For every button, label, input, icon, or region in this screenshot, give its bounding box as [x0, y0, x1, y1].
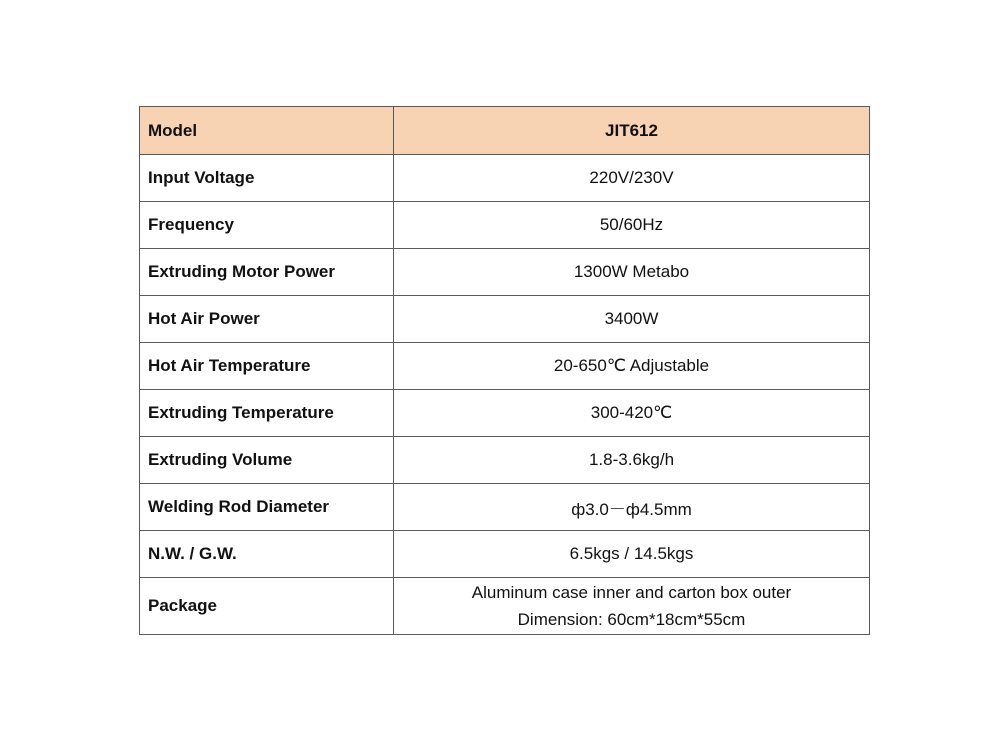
package-value-line-1: Aluminum case inner and carton box outer — [471, 583, 792, 602]
row-label: Frequency — [140, 202, 394, 249]
package-row — [140, 578, 870, 635]
header-value-cell: JIT612 — [394, 107, 870, 155]
package-value-line-2: Dimension: 60cm*18cm*55cm — [517, 610, 746, 629]
table-row — [140, 531, 870, 578]
spec-table — [139, 106, 870, 635]
table-row — [140, 296, 870, 343]
row-label: Welding Rod Diameter — [140, 484, 394, 531]
package-label: Package — [140, 578, 394, 635]
row-value: 3400W — [394, 296, 870, 343]
row-value: 50/60Hz — [394, 202, 870, 249]
row-label: Hot Air Temperature — [140, 343, 394, 390]
table-row — [140, 390, 870, 437]
row-value: 1300W Metabo — [394, 249, 870, 296]
table-header-row — [140, 107, 870, 155]
row-value: 1.8-3.6kg/h — [394, 437, 870, 484]
row-label: Hot Air Power — [140, 296, 394, 343]
header-label-cell: Model — [140, 107, 394, 155]
table-row — [140, 484, 870, 531]
row-value: ф3.0－ф4.5mm — [394, 484, 870, 531]
row-value: 6.5kgs / 14.5kgs — [394, 531, 870, 578]
table-row — [140, 155, 870, 202]
row-value: 20-650℃ Adjustable — [394, 343, 870, 390]
table-row — [140, 249, 870, 296]
table-row — [140, 343, 870, 390]
row-label: Extruding Volume — [140, 437, 394, 484]
row-label: Extruding Temperature — [140, 390, 394, 437]
table-row — [140, 202, 870, 249]
row-value: 220V/230V — [394, 155, 870, 202]
row-label: Input Voltage — [140, 155, 394, 202]
row-label: N.W. / G.W. — [140, 531, 394, 578]
row-value: 300-420℃ — [394, 390, 870, 437]
package-value — [394, 578, 870, 635]
table-row — [140, 437, 870, 484]
row-label: Extruding Motor Power — [140, 249, 394, 296]
